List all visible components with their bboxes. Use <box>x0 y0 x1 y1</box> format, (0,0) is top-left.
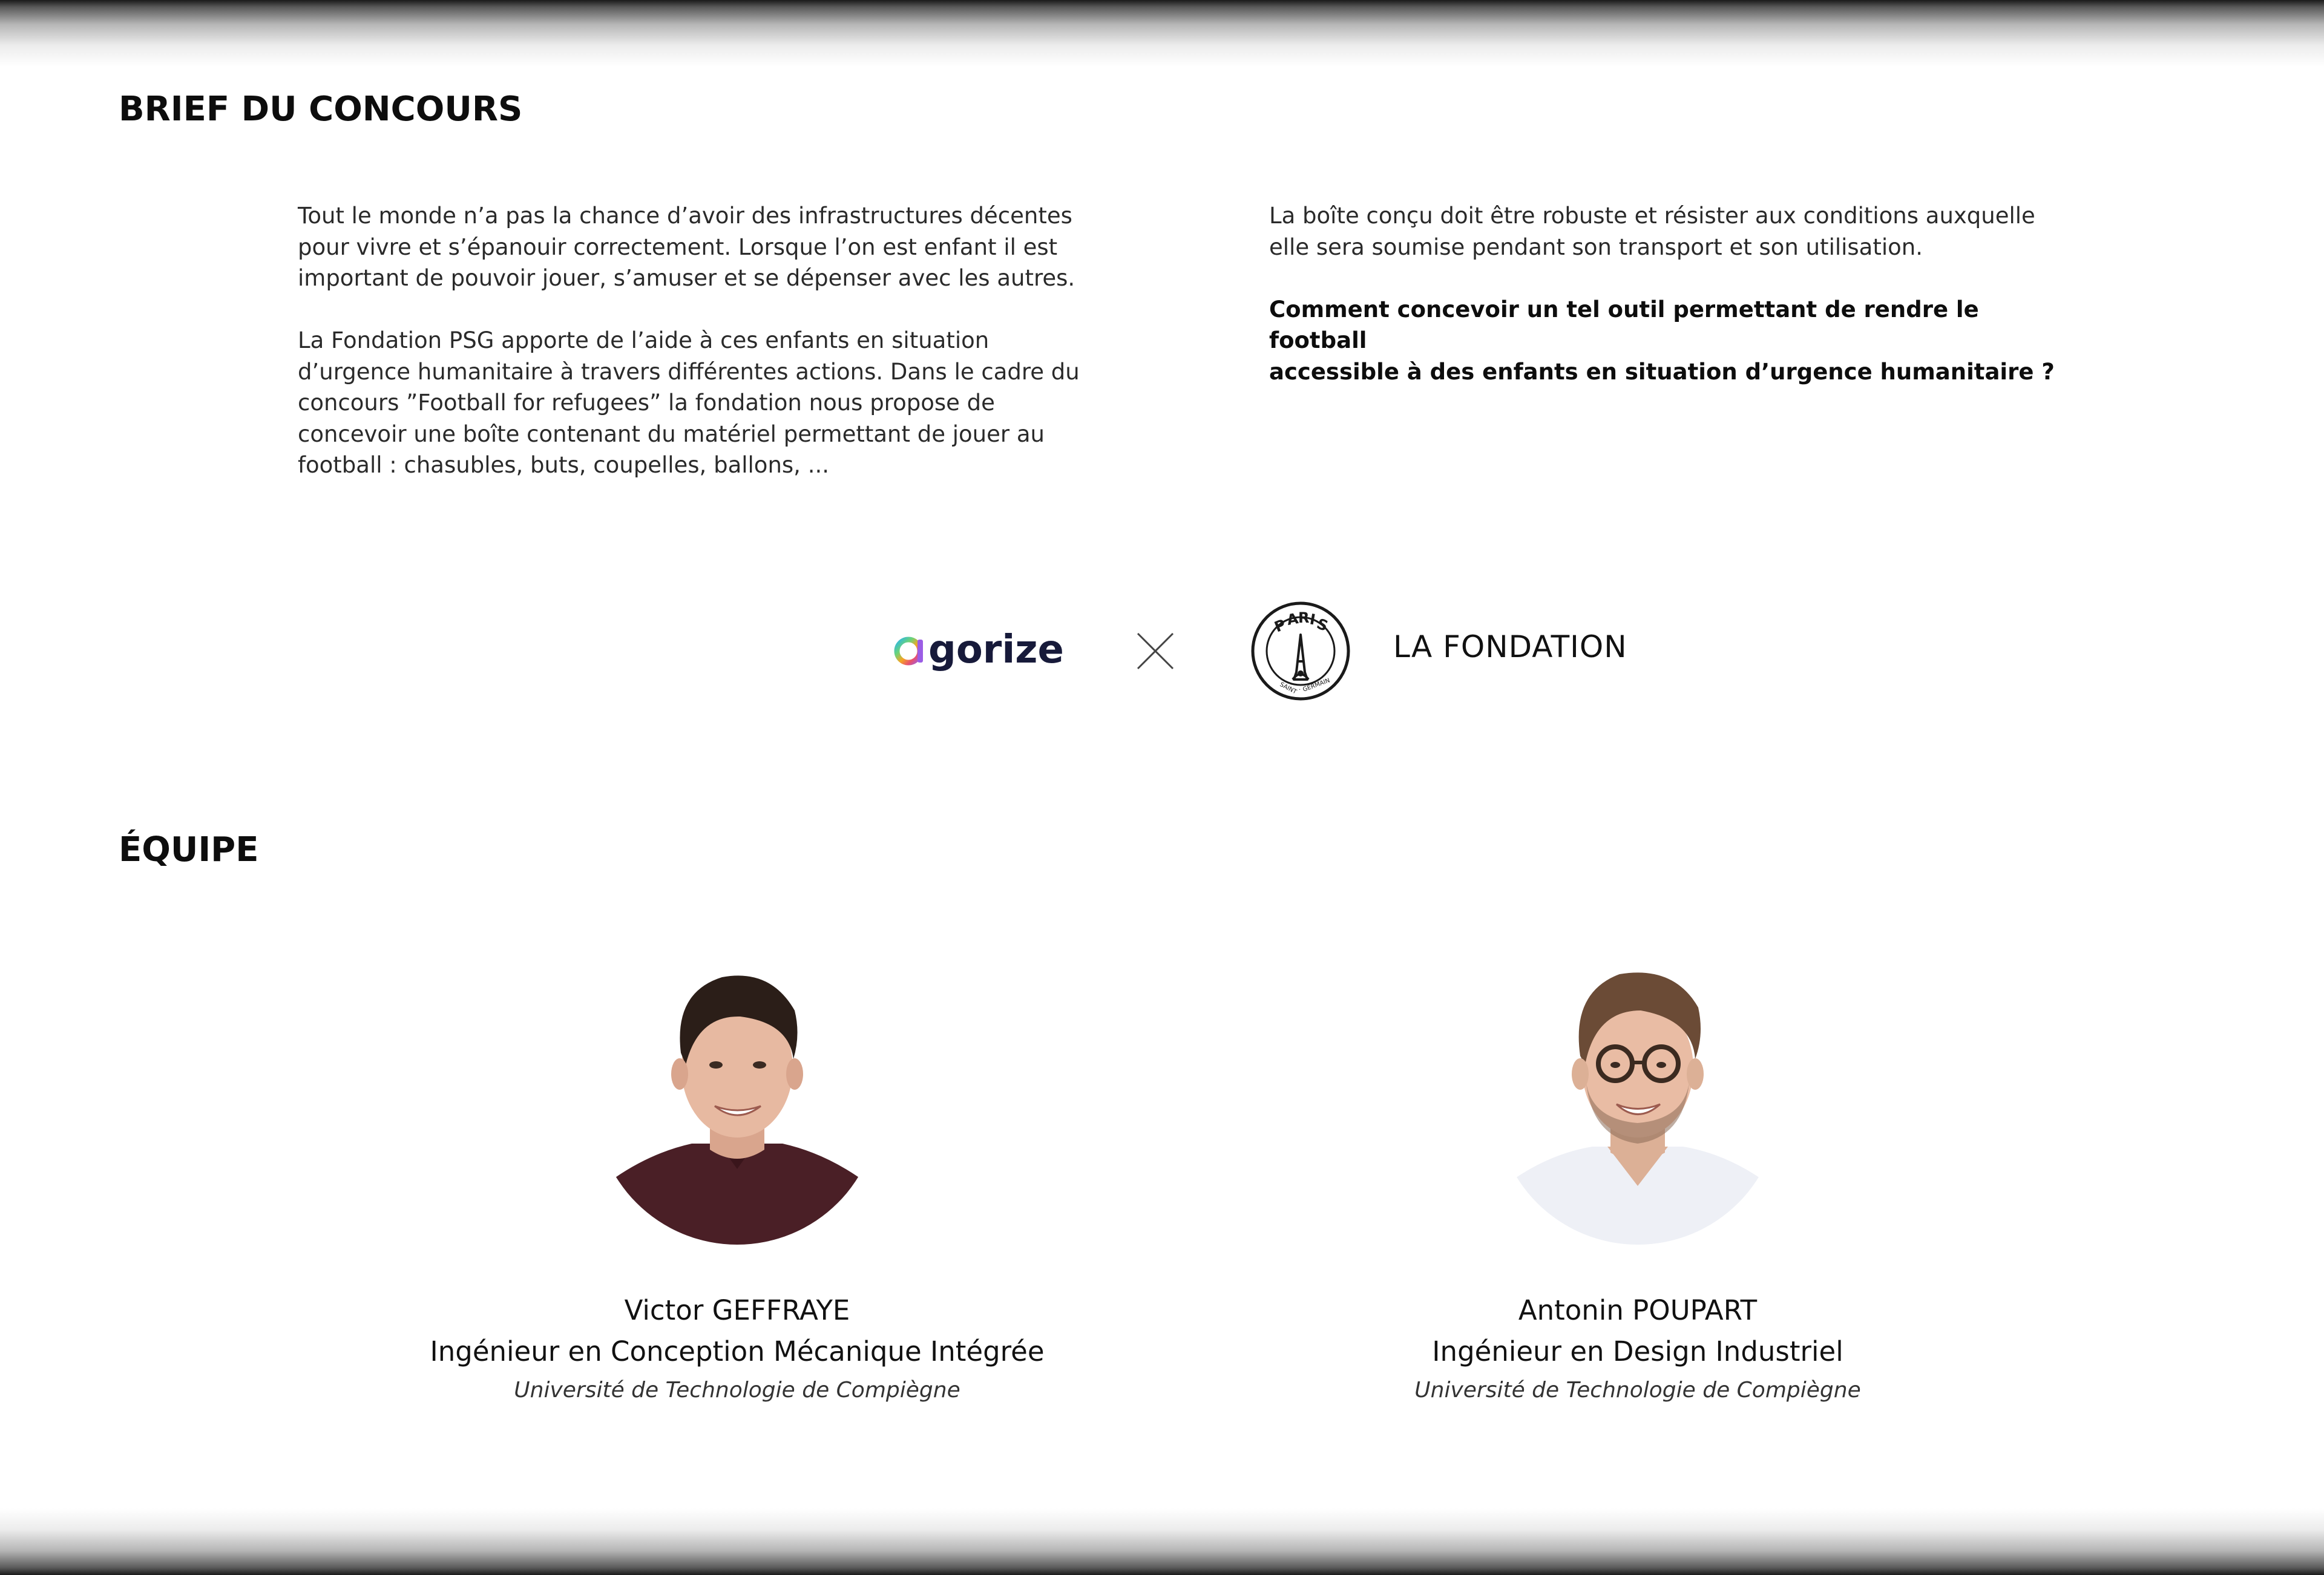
brief-section-title: BRIEF DU CONCOURS <box>119 90 523 129</box>
brief-right-line: elle sera soumise pendant son transport et son utilisation. <box>1269 234 1923 260</box>
fondation-label: LA FONDATION <box>1393 629 1627 664</box>
brief-right-column <box>1269 200 2056 387</box>
svg-text:I: I <box>1308 611 1317 629</box>
brief-left-line: football : chasubles, buts, coupelles, ballons, ... <box>298 452 829 478</box>
brief-question-line: accessible à des enfants en situation d’urgence humanitaire ? <box>1269 358 2055 385</box>
member-university: Université de Technologie de Compiègne <box>1414 1378 1861 1403</box>
psg-badge-icon <box>1250 601 1351 701</box>
svg-text:R: R <box>1298 609 1310 626</box>
top-edge-shadow <box>0 0 2324 67</box>
member-role: Ingénieur en Design Industriel <box>1432 1335 1843 1367</box>
bottom-edge-shadow <box>0 1508 2324 1575</box>
brief-left-line: pour vivre et s’épanouir correctement. Lorsque l’on est enfant il est <box>298 234 1058 260</box>
member-name: Antonin POUPART <box>1518 1294 1758 1326</box>
brief-left-line: La Fondation PSG apporte de l’aide à ces enfants en situation <box>298 327 990 353</box>
close-x-icon <box>1135 631 1175 671</box>
member-university: Université de Technologie de Compiègne <box>514 1378 960 1403</box>
svg-text:GERMAIN: GERMAIN <box>1302 677 1331 693</box>
agorize-a-ring-icon <box>892 632 927 667</box>
team-member-card <box>1214 944 2061 1406</box>
avatar <box>589 944 885 1252</box>
brief-left-line: d’urgence humanitaire à travers différentes actions. Dans le cadre du <box>298 358 1080 385</box>
avatar <box>1489 944 1786 1252</box>
svg-text:·: · <box>1299 687 1301 693</box>
member-role: Ingénieur en Conception Mécanique Intégrée <box>430 1335 1045 1367</box>
svg-text:A: A <box>1285 610 1300 629</box>
team-member-card <box>313 944 1161 1406</box>
brief-left-line: concours ”Football for refugees” la fondation nous propose de <box>298 390 995 416</box>
brief-left-column <box>298 200 1085 481</box>
svg-text:SAINT: SAINT <box>1278 681 1298 696</box>
brief-right-line: La boîte conçu doit être robuste et résister aux conditions auxquelle <box>1269 203 2035 229</box>
brief-left-line: Tout le monde n’a pas la chance d’avoir des infrastructures décentes <box>298 203 1072 229</box>
team-section-title: ÉQUIPE <box>119 830 259 869</box>
brief-left-line: important de pouvoir jouer, s’amuser et se dépenser avec les autres. <box>298 265 1075 291</box>
svg-text:P: P <box>1272 616 1288 636</box>
paragraph-gap <box>298 294 1085 326</box>
svg-text:S: S <box>1314 615 1331 635</box>
agorize-logo <box>892 620 1064 680</box>
brief-question-line: Comment concevoir un tel outil permettant de rendre le football <box>1269 296 1979 353</box>
paragraph-gap <box>1269 263 2056 294</box>
member-name: Victor GEFFRAYE <box>624 1294 850 1326</box>
brief-left-line: concevoir une boîte contenant du matériel permettant de jouer au <box>298 421 1045 447</box>
agorize-wordmark: gorize <box>928 627 1064 672</box>
